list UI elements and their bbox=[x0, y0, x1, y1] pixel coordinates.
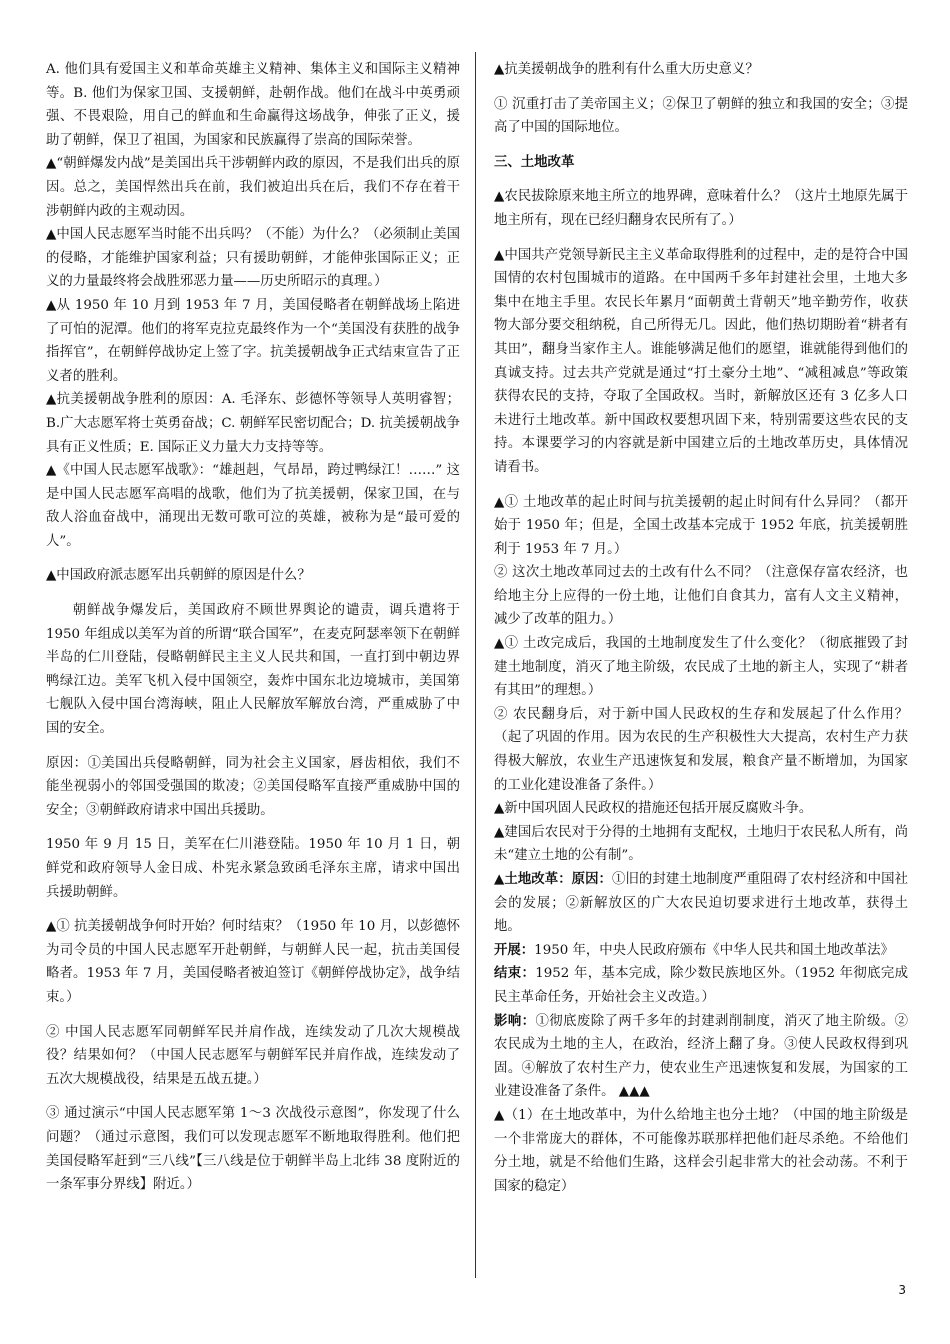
paragraph bbox=[46, 294, 460, 388]
paragraph bbox=[46, 564, 460, 588]
column-divider bbox=[475, 52, 476, 1278]
paragraph-label: 结束： bbox=[494, 965, 536, 982]
paragraph-text: ▲中国政府派志愿军出兵朝鲜的原因是什么？ bbox=[46, 568, 311, 584]
paragraph bbox=[494, 561, 908, 632]
paragraph-label: 影响： bbox=[494, 1012, 536, 1029]
paragraph-text: ▲抗美援朝战争胜利的原因：A. 毛泽东、彭德怀等领导人英明睿智；B.广大志愿军将士英勇奋战；C. 朝鲜军民密切配合；D. 抗美援朝战争具有正义性质；E. 国际正义力量大力支持等等。 bbox=[46, 392, 460, 455]
paragraph-text: 原因：①美国出兵侵略朝鲜，同为社会主义国家，唇齿相依，我们不能坐视弱小的邻国受强国的欺凌；②美国侵略军直接严重威胁中国的安全；③朝鲜政府请求中国出兵援助。 bbox=[46, 755, 460, 818]
paragraph-text: ▲新中国巩固人民政权的措施还包括开展反腐败斗争。 bbox=[494, 801, 813, 817]
paragraph bbox=[494, 868, 908, 939]
paragraph bbox=[494, 491, 908, 562]
paragraph-label: ▲土地改革：原因： bbox=[494, 871, 613, 887]
paragraph-text: 1950 年 9 月 15 日，美军在仁川港登陆。1950 年 10 月 1 日，朝鲜党和政府领导人金日成、朴宪永紧急致函毛泽东主席，请求中国出兵援助朝鲜。 bbox=[46, 837, 460, 900]
paragraph bbox=[46, 223, 460, 294]
paragraph-text: ▲① 土改完成后，我国的土地制度发生了什么变化？（彻底摧毁了封建土地制度，消灭了地主阶级，农民成了土地的新主人，实现了“耕者有其田”的理想。） bbox=[494, 636, 908, 699]
paragraph-text: ② 这次土地改革同过去的土改有什么不同？（注意保存富农经济，也给地主分上应得的一份土地，让他们自食其力，富有人文主义精神，减少了改革的阻力。） bbox=[494, 565, 908, 628]
paragraph-text: 三、土地改革 bbox=[494, 153, 575, 170]
paragraph bbox=[46, 1102, 460, 1196]
paragraph bbox=[46, 1021, 460, 1092]
paragraph bbox=[46, 152, 460, 223]
right-column bbox=[494, 58, 908, 1198]
paragraph bbox=[46, 752, 460, 823]
paragraph-text: ① 沉重打击了美帝国主义；②保卫了朝鲜的独立和我国的安全；③提高了中国的国际地位。 bbox=[494, 96, 908, 136]
paragraph bbox=[494, 244, 908, 480]
paragraph-text: ▲（1）在土地改革中，为什么给地主也分土地？（中国的地主阶级是一个非常庞大的群体，不可能像苏联那样把他们赶尽杀绝。不给他们分土地，就是不给他们生路，这样会引起非常大的社会动荡。不利于国家的稳定） bbox=[494, 1107, 908, 1194]
page-number: 3 bbox=[898, 1283, 906, 1297]
paragraph bbox=[46, 58, 460, 152]
paragraph-text: ▲中国人民志愿军当时能不出兵吗？（不能）为什么？（必须制止美国的侵略，才能维护国家利益；只有援助朝鲜，才能伸张国际正义；正义的力量最终将会战胜邪恶力量——历史所昭示的真理。） bbox=[46, 227, 460, 290]
paragraph-text: ▲从 1950 年 10 月到 1953 年 7 月，美国侵略者在朝鲜战场上陷进了可怕的泥潭。他们的将军克拉克最终作为一个“美国没有获胜的战争指挥官”，在朝鲜停战协定上签了字。抗美援朝战争正式结束宣告了正义者的胜利。 bbox=[46, 297, 460, 384]
paragraph-text: ▲《中国人民志愿军战歌》：“雄赳赳，气昂昂，跨过鸭绿江！……” 这是中国人民志愿军高唱的战歌，他们为了抗美援朝，保家卫国，在与敌人浴血奋战中，涌现出无数可歌可泣的英雄，被称为是“最可爱的人”。 bbox=[46, 463, 460, 549]
paragraph-text: ▲中国共产党领导新民主主义革命取得胜利的过程中，走的是符合中国国情的农村包围城市的道路。在中国两千多年封建社会里，土地大多集中在地主手里。农民长年累月“面朝黄土背朝天”地辛勤劳作，收获物大部分要交租纳税，自己所得无几。因此，他们热切期盼着“耕者有其田”，翻身当家作主人。谁能够满足他们的愿望，谁就能得到他们的真诚支持。过去共产党就是通过“打土豪分土地”、“减租减息”等政策获得农民的支持，夺取了全国政权。当时，新解放区还有 3 亿多人口未进行土地改革。新中国政权要想巩固下来，特别需要这些农民的支持。本课要学习的内容就是新中国建立后的土地改革历史，具体情况请看书。 bbox=[494, 247, 908, 475]
paragraph-text: ③ 通过演示“中国人民志愿军第 1～3 次战役示意图”，你发现了什么问题？（通过示意图，我们可以发现志愿军不断地取得胜利。他们把美国侵略军赶到“三八线”【三八线是位于朝鲜半岛上北纬 38 度附近的一条军事分界线】附近。） bbox=[46, 1106, 460, 1193]
paragraph bbox=[494, 185, 908, 232]
paragraph bbox=[494, 93, 908, 140]
paragraph bbox=[494, 939, 908, 963]
paragraph bbox=[46, 459, 460, 553]
paragraph bbox=[46, 388, 460, 459]
paragraph-text: ▲① 土地改革的起止时间与抗美援朝的起止时间有什么异同？（都开始于 1950 年；但是，全国土改基本完成于 1952 年底，抗美援朝胜利于 1953 年 7 月。） bbox=[494, 494, 908, 557]
paragraph-text: 1952 年，基本完成，除少数民族地区外。（1952 年彻底完成民主革命任务，开始社会主义改造。） bbox=[494, 966, 909, 1005]
paragraph bbox=[494, 58, 908, 82]
left-column bbox=[46, 58, 460, 1197]
paragraph-label: 开展： bbox=[494, 941, 535, 958]
paragraph-text: ▲① 抗美援朝战争何时开始？何时结束？（1950 年 10 月，以彭德怀为司令员的中国人民志愿军开赴朝鲜，与朝鲜人民一起，抗击美国侵略者。1953 年 7 月，美国侵略者被迫签订《朝鲜停战协定》，战争结束。） bbox=[46, 919, 460, 1005]
paragraph bbox=[494, 821, 908, 868]
paragraph-text: A. 他们具有爱国主义和革命英雄主义精神、集体主义和国际主义精神等。B. 他们为保家卫国、支援朝鲜，赴朝作战。他们在战斗中英勇顽强、不畏艰险，用自己的鲜血和生命赢得这场战争，伸张了正义，援助了朝鲜，保卫了祖国，为国家和民族赢得了崇高的国际荣誉。 bbox=[46, 62, 460, 148]
paragraph bbox=[46, 915, 460, 1009]
paragraph bbox=[494, 1010, 908, 1104]
paragraph-text: ▲农民拔除原来地主所立的地界碑，意味着什么？（这片土地原先属于地主所有，现在已经归翻身农民所有了。） bbox=[494, 189, 908, 228]
paragraph-text: ▲建国后农民对于分得的土地拥有支配权，土地归于农民私人所有，尚未“建立土地的公有制”。 bbox=[494, 824, 908, 864]
paragraph bbox=[46, 599, 460, 741]
paragraph-text: 1950 年，中央人民政府颁布《中华人民共和国土地改革法》 bbox=[534, 942, 894, 958]
paragraph bbox=[494, 797, 908, 821]
paragraph bbox=[494, 703, 908, 797]
paragraph bbox=[494, 1104, 908, 1198]
paragraph bbox=[494, 962, 908, 1009]
paragraph-text: ▲“朝鲜爆发内战”是美国出兵干涉朝鲜内政的原因，不是我们出兵的原因。总之，美国悍然出兵在前，我们被迫出兵在后，我们不存在着干涉朝鲜内政的主观动因。 bbox=[46, 156, 460, 219]
paragraph-text: ② 中国人民志愿军同朝鲜军民并肩作战，连续发动了几次大规模战役？结果如何？（中国人民志愿军与朝鲜军民并肩作战，连续发动了五次大规模战役，结果是五战五捷。） bbox=[46, 1024, 460, 1087]
paragraph bbox=[46, 833, 460, 904]
paragraph bbox=[494, 151, 908, 175]
paragraph-text: 朝鲜战争爆发后，美国政府不顾世界舆论的谴责，调兵遣将于 1950 年组成以美军为首的所谓“联合国军”，在麦克阿瑟率领下在朝鲜半岛的仁川登陆，侵略朝鲜民主主义人民共和国，一直打到中朝边界鸭绿江边。美军飞机入侵中国领空，轰炸中国东北边境城市，美国第七舰队入侵中国台湾海峡，阻止人民解放军解放台湾，严重威胁了中国的安全。 bbox=[46, 603, 460, 737]
paragraph-text: ①旧的封建土地制度严重阻碍了农村经济和中国社会的发展；②新解放区的广大农民迫切要求进行土地改革，获得土地。 bbox=[494, 872, 908, 935]
paragraph bbox=[494, 632, 908, 703]
paragraph-text: ①彻底废除了两千多年的封建剥削制度，消灭了地主阶级。②农民成为土地的主人，在政治，经济上翻了身。③使人民政权得到巩固。④解放了农村生产力，使农业生产迅速恢复和发展，为国家的工业建设准备了条件。 ▲▲▲ bbox=[494, 1013, 909, 1100]
paragraph-text: ② 农民翻身后，对于新中国人民政权的生存和发展起了什么作用？（起了巩固的作用。因为农民的生产积极性大大提高，农村生产力获得极大解放，农业生产迅速恢复和发展，粮食产量不断增加，为国家的工业化建设准备了条件。） bbox=[494, 706, 908, 793]
paragraph-text: ▲抗美援朝战争的胜利有什么重大历史意义？ bbox=[494, 62, 759, 77]
